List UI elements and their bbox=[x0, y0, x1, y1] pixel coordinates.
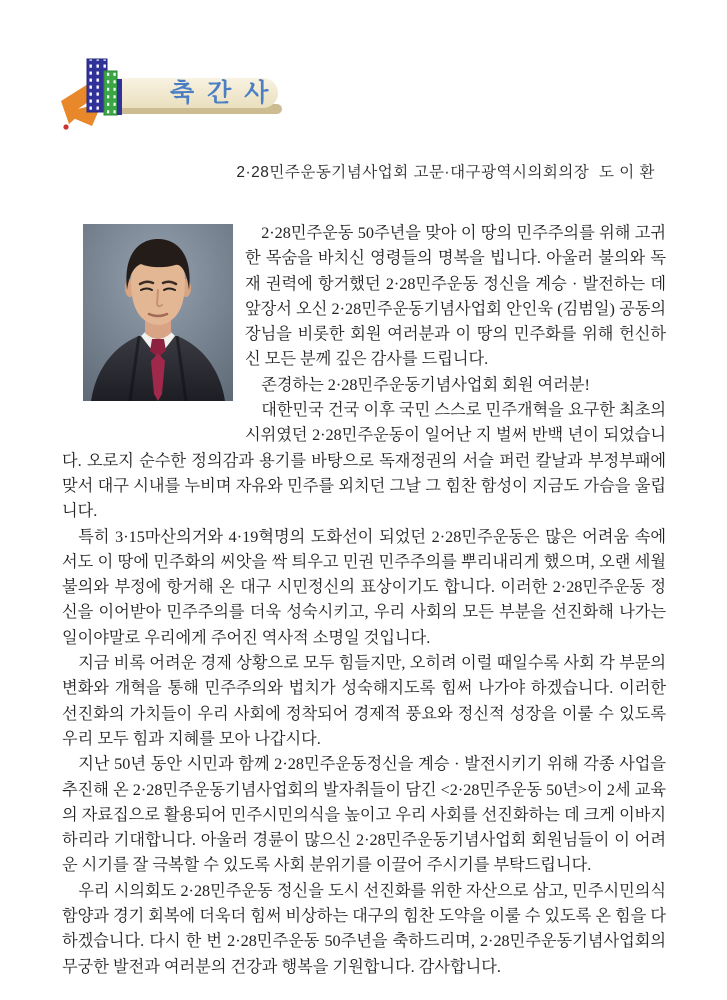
buildings-icon bbox=[60, 56, 152, 132]
paragraph-2: 존경하는 2·28민주운동기념사업회 회원 여러분! bbox=[261, 375, 590, 394]
paragraph-7: 우리 시의회도 2·28민주운동 정신을 도시 선진화를 위한 자산으로 삼고, 민주시민의식 함양과 경기 회복에 더욱더 힘써 비상하는 대구의 힘찬 도약을 이룰 수 있도록 온 힘을 다하겠습니다. 다시 한 번 2·28민주운동 50주년을 축하드리며, 2·28민주운동기념사업회의 무궁한 발전과 여러분의 건강과 행복을 기원합니다. 감사합니다. bbox=[62, 881, 666, 976]
paragraph-3: 대한민국 건국 이후 국민 스스로 민주개혁을 요구한 최초의 시위였던 2·28민주운동이 일어난 지 벌써 반백 년이 되었습니다. 오로지 순수한 정의감과 용기를 바탕으로 독재정권의 서슬 퍼런 칼날과 부정부패에 맞서 대구 시내를 누비며 자유와 민주를 외치던 그날 그 힘찬 함성이 지금도 가슴을 울립니다. bbox=[62, 401, 666, 521]
portrait-photo bbox=[83, 224, 233, 401]
paragraph-5: 지금 비록 어려운 경제 상황으로 모두 힘들지만, 오히려 이럴 때일수록 사회 각 부문의 변화와 개혁을 통해 민주주의와 법치가 성숙해지도록 힘써 나가야 하겠습니다. 이러한 선진화의 가치들이 우리 사회에 정착되어 경제적 풍요와 정신적 성장을 이룰 수 있도록 우리 모두 힘과 지혜를 모아 나갑시다. bbox=[62, 654, 667, 748]
section-title: 축간사 bbox=[170, 79, 282, 107]
paragraph-1: 2·28민주운동 50주년을 맞아 이 땅의 민주주의를 위해 고귀한 목숨을 바치신 영령들의 명복을 빕니다. 아울러 불의와 독재 권력에 항거했던 2·28민주운동 정신을 계승 · 발전하는 데 앞장서 오신 2·28민주운동기념사업회 안인욱 (김범일) 공동의장님을 비롯한 회원 여러분과 이 땅의 민주화를 위해 헌신하신 모든 분께 깊은 감사를 드립니다. bbox=[245, 224, 666, 369]
portrait-illustration bbox=[83, 224, 233, 401]
section-logo bbox=[60, 56, 282, 132]
paragraph-6: 지난 50년 동안 시민과 함께 2·28민주운동정신을 계승 · 발전시키기 위해 각종 사업을 추진해 온 2·28민주운동기념사업회의 발자취들이 담긴 <2·28민주운동 50년>이 2세 교육의 자료집으로 활용되어 민주시민의식을 높이고 우리 사회를 선진화하는 데 크게 이바지하리라 기대합니다. 아울러 경륜이 많으신 2·28민주운동기념사업회 회원님들이 이 어려운 시기를 잘 극복할 수 있도록 사회 분위기를 이끌어 주시기를 부탁드립니다. bbox=[62, 755, 666, 875]
paragraph-4: 특히 3·15마산의거와 4·19혁명의 도화선이 되었던 2·28민주운동은 많은 어려움 속에서도 이 땅에 민주화의 씨앗을 싹 틔우고 민권 민주주의를 뿌리내리게 했으며, 오랜 세월 불의와 부정에 항거해 온 대구 시민정신의 표상이기도 합니다. 이러한 2·28민주운동 정신을 이어받아 민주주의를 더욱 성숙시키고, 우리 사회의 모든 부분을 선진화해 나가는 일이야말로 우리에게 주어진 역사적 소명일 것입니다. bbox=[62, 527, 667, 647]
letter-body bbox=[62, 221, 666, 980]
byline: 2·28민주운동기념사업회 고문·대구광역시의회의장 도 이 환 bbox=[236, 164, 655, 181]
